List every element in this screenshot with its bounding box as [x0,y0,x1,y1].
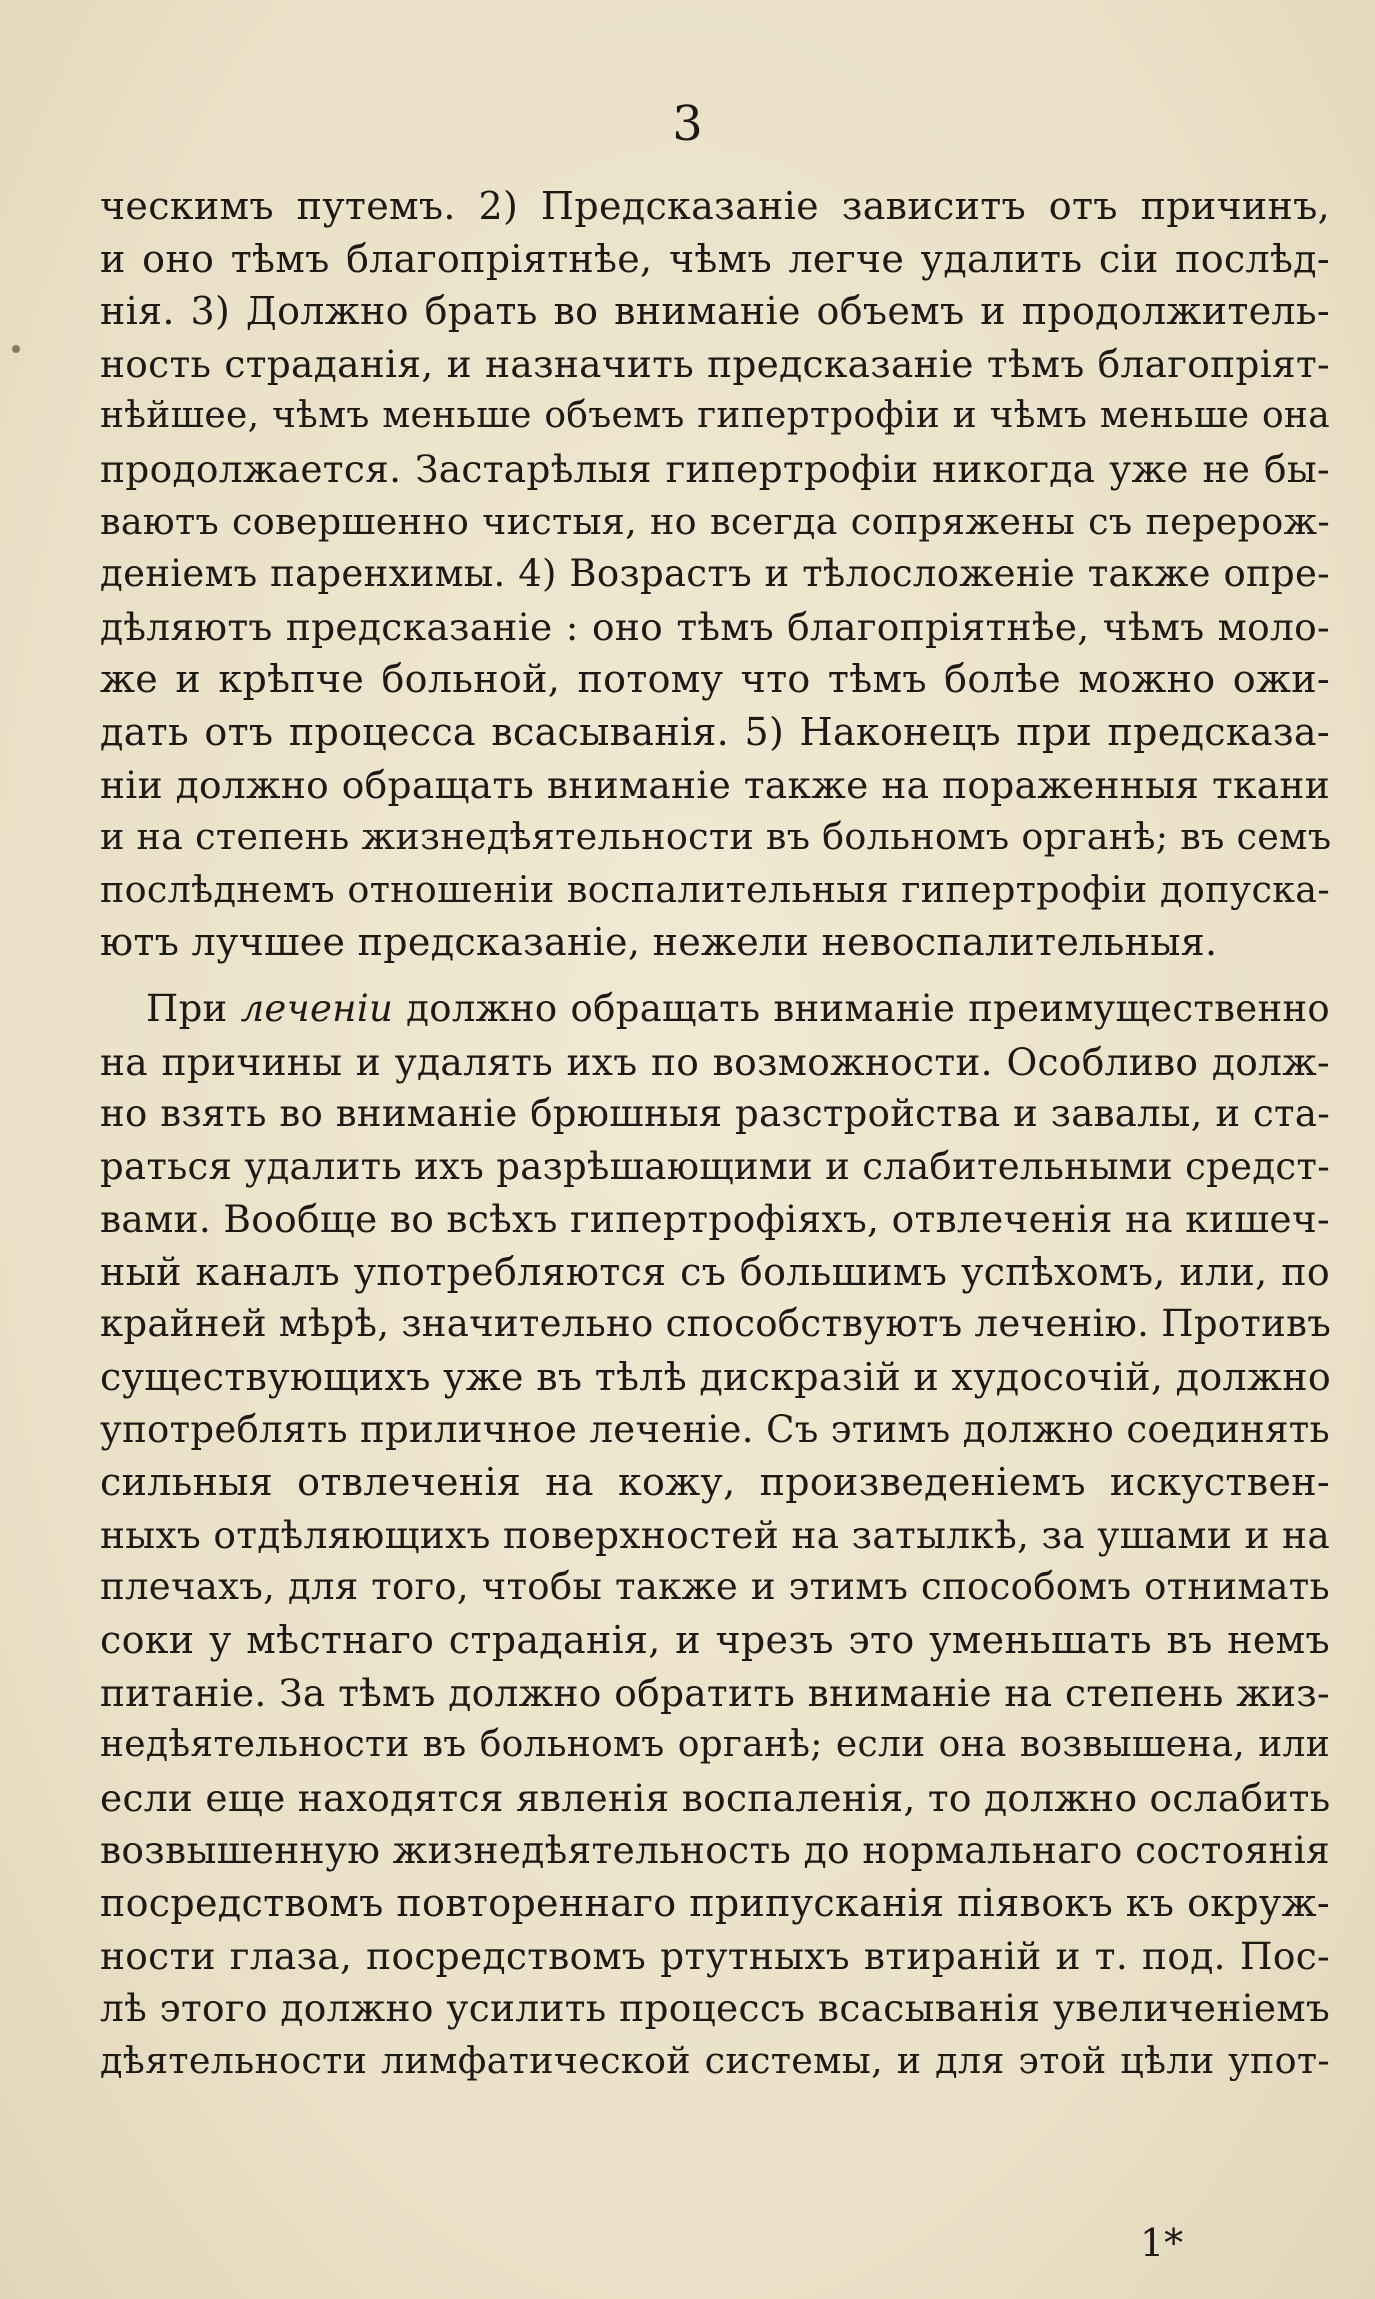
text-line: ный каналъ употребляются съ большимъ успѣхомъ, или, по [100,1249,1330,1294]
emphasis-text: леченіи [240,986,394,1030]
text-line: ческимъ путемъ. 2) Предсказаніе зависитъ отъ причинъ, [100,184,1330,228]
text-line: сильныя отвлеченія на кожу, произведеніемъ искуствен- [100,1460,1330,1505]
paper-speck [12,345,20,353]
text-line: раться удалить ихъ разрѣшающими и слабительными средст- [100,1144,1330,1188]
text-line: возвышенную жизнедѣятельность до нормальнаго состоянія [100,1828,1330,1873]
paragraph-prognosis [100,180,1330,969]
text-line: нія. 3) Должно брать во вниманіе объемъ и продолжитель- [100,289,1330,334]
text-line: ваютъ совершенно чистыя, но всегда сопряжены съ перерож- [100,499,1330,543]
text-line: же и крѣпче больной, потому что тѣмъ болѣе можно ожи- [100,657,1330,702]
text-line: но взять во вниманіе брюшныя разстройства и завалы, и ста- [100,1092,1330,1136]
body-text [100,180,1330,2087]
text-line: существующихъ уже въ тѣлѣ дискразій и худосочій, должно [100,1355,1332,1400]
paragraph-gap [100,969,1330,983]
text-line: посредствомъ повтореннаго припусканія піявокъ къ окруж- [100,1881,1330,1925]
text-run: При [146,986,241,1030]
text-line: продолжается. Застарѣлыя гипертрофіи никогда уже не бы- [100,446,1330,491]
text-line: нѣйшее, чѣмъ меньше объемъ гипертрофіи и чѣмъ меньше она [100,395,1330,437]
text-line: употреблять приличное леченіе. Съ этимъ должно соединять [100,1407,1330,1451]
text-line: вами. Вообще во всѣхъ гипертрофіяхъ, отвлеченія на кишеч- [100,1197,1330,1242]
paragraph-treatment [100,983,1330,2087]
text-line: соки у мѣстнаго страданія, и чрезъ это уменьшать въ немъ [100,1618,1330,1663]
text-line: ныхъ отдѣляющихъ поверхностей на затылкѣ, за ушами и на [100,1512,1330,1557]
text-line-first [100,983,1330,1036]
text-line: крайней мѣрѣ, значительно способствуютъ леченію. Противъ [100,1302,1332,1346]
text-line: ніи должно обращать вниманіе также на пораженныя ткани [100,762,1330,807]
text-line: дѣятельности лимфатической системы, и для этой цѣли упот- [100,2038,1330,2082]
text-line: питаніе. За тѣмъ должно обратить вниманіе на степень жиз- [100,1670,1330,1715]
text-line: плечахъ, для того, чтобы также и этимъ способомъ отнимать [100,1565,1330,1609]
text-line: лѣ этого должно усилить процессъ всасыванія увеличеніемъ [100,1986,1330,2031]
text-line: и оно тѣмъ благопріятнѣе, чѣмъ легче удалить сіи послѣд- [100,236,1330,281]
text-line: недѣятельности въ больномъ органѣ; если она возвышена, или [100,1724,1330,1766]
text-line: ности глаза, посредствомъ ртутныхъ втираній и т. под. Пос- [100,1933,1330,1978]
text-line: дать отъ процесса всасыванія. 5) Наконецъ при предсказа- [100,709,1330,754]
text-line: дѣляютъ предсказаніе : оно тѣмъ благопріятнѣе, чѣмъ моло- [100,604,1330,649]
text-run: должно обращать вниманіе преимущественно [393,986,1330,1030]
text-line: послѣднемъ отношеніи воспалительныя гипертрофіи допуска- [100,867,1330,911]
text-line: ютъ лучшее предсказаніе, нежели невоспалительныя. [100,920,1218,965]
text-line: и на степень жизнедѣятельности въ больномъ органѣ; въ семъ [100,815,1332,859]
text-line: если еще находятся явленія воспаленія, то должно ослабить [100,1775,1331,1820]
signature-mark: 1* [1140,2221,1184,2265]
text-line: на причины и удалять ихъ по возможности. Особливо долж- [100,1039,1330,1084]
text-line: ность страданія, и назначить предсказаніе тѣмъ благопріят- [100,341,1330,386]
page-number: 3 [672,96,703,152]
text-line: деніемъ паренхимы. 4) Возрастъ и тѣлосложеніе также опре- [100,552,1330,596]
